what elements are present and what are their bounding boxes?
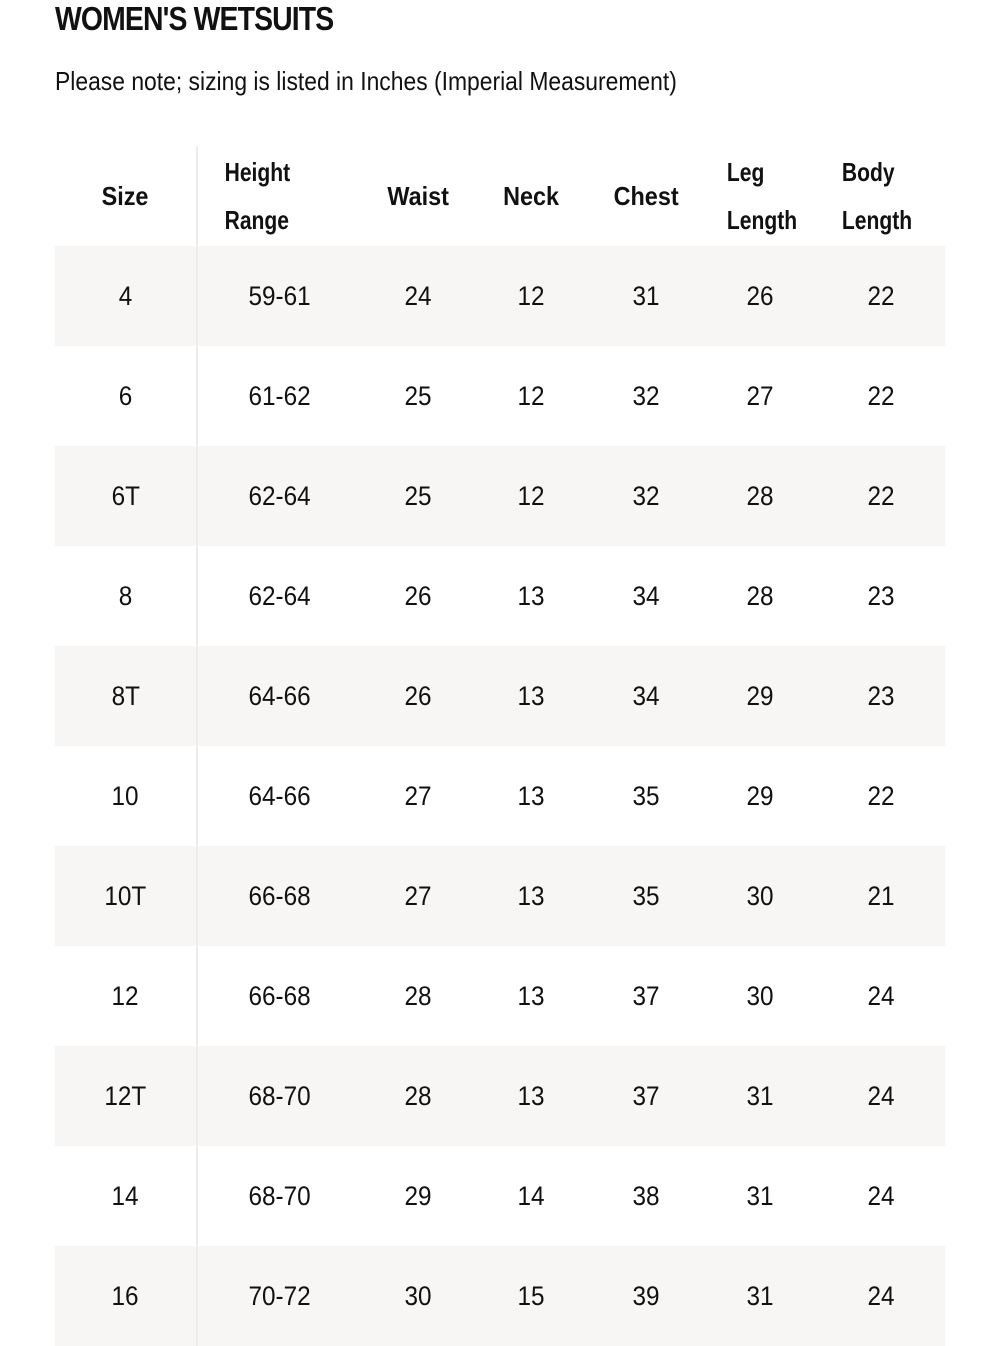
cell-leg-length: 26: [746, 280, 774, 311]
cell-body-length: 22: [867, 480, 896, 511]
cell-chest: 35: [632, 880, 660, 911]
cell-chest: 31: [632, 280, 660, 311]
cell-leg-length: 28: [746, 480, 774, 511]
cell-waist: 24: [404, 280, 432, 311]
size-chart-table: [55, 146, 945, 1346]
header-body-line1: Body: [841, 157, 895, 187]
cell-size: 8: [118, 580, 133, 611]
cell-size: 16: [111, 1280, 140, 1311]
cell-neck: 13: [517, 680, 545, 711]
cell-height-range: 68-70: [248, 1180, 312, 1211]
column-divider: [196, 146, 198, 1346]
cell-height-range: 66-68: [248, 880, 312, 911]
cell-neck: 12: [517, 280, 545, 311]
cell-size: 6: [118, 380, 133, 411]
cell-leg-length: 28: [746, 580, 774, 611]
cell-height-range: 62-64: [248, 480, 312, 511]
table-row: [55, 346, 945, 446]
header-leg-length: [723, 146, 833, 246]
cell-neck: 15: [517, 1280, 545, 1311]
cell-leg-length: 31: [746, 1280, 774, 1311]
cell-leg-length: 30: [746, 880, 774, 911]
table-row: [55, 646, 945, 746]
cell-body-length: 22: [867, 380, 896, 411]
cell-size: 10: [111, 780, 140, 811]
cell-height-range: 62-64: [248, 580, 312, 611]
table-header-row: [55, 146, 945, 246]
cell-leg-length: 31: [746, 1180, 774, 1211]
table-row: [55, 446, 945, 546]
cell-height-range: 59-61: [248, 280, 312, 311]
table-row: [55, 1246, 945, 1346]
header-waist: Waist: [387, 181, 449, 211]
cell-chest: 32: [632, 480, 660, 511]
cell-body-length: 24: [867, 1280, 896, 1311]
sizing-note: Please note; sizing is listed in Inches (Imperial Measurement): [55, 66, 677, 96]
header-neck: Neck: [503, 181, 559, 211]
table-row: [55, 846, 945, 946]
cell-leg-length: 31: [746, 1080, 774, 1111]
cell-neck: 12: [517, 480, 545, 511]
cell-leg-length: 29: [746, 680, 774, 711]
cell-height-range: 64-66: [248, 680, 312, 711]
cell-waist: 30: [404, 1280, 432, 1311]
cell-neck: 13: [517, 780, 545, 811]
header-body-length: [838, 146, 945, 246]
cell-chest: 34: [632, 580, 660, 611]
cell-chest: 35: [632, 780, 660, 811]
header-body-line2: Length: [841, 205, 913, 235]
cell-leg-length: 29: [746, 780, 774, 811]
cell-body-length: 24: [867, 1080, 896, 1111]
cell-neck: 13: [517, 880, 545, 911]
header-leg-line1: Leg: [726, 157, 765, 187]
cell-size: 4: [118, 280, 133, 311]
header-leg-line2: Length: [726, 205, 798, 235]
cell-body-length: 24: [867, 1180, 896, 1211]
table-row: [55, 246, 945, 346]
cell-waist: 25: [404, 480, 432, 511]
cell-waist: 28: [404, 980, 432, 1011]
cell-chest: 39: [632, 1280, 660, 1311]
cell-waist: 27: [404, 880, 432, 911]
cell-waist: 26: [404, 580, 432, 611]
header-chest: Chest: [613, 181, 679, 211]
table-row: [55, 946, 945, 1046]
cell-chest: 38: [632, 1180, 660, 1211]
cell-height-range: 64-66: [248, 780, 312, 811]
cell-neck: 14: [517, 1180, 545, 1211]
cell-size: 6T: [111, 480, 140, 511]
cell-leg-length: 27: [746, 380, 774, 411]
cell-height-range: 61-62: [248, 380, 312, 411]
header-height-range: [221, 146, 371, 246]
cell-chest: 34: [632, 680, 660, 711]
cell-neck: 13: [517, 580, 545, 611]
cell-body-length: 23: [867, 680, 896, 711]
cell-chest: 37: [632, 980, 660, 1011]
cell-body-length: 23: [867, 580, 896, 611]
cell-waist: 29: [404, 1180, 432, 1211]
table-row: [55, 1146, 945, 1246]
cell-size: 14: [111, 1180, 140, 1211]
table-row: [55, 546, 945, 646]
table-row: [55, 746, 945, 846]
header-size: Size: [102, 181, 149, 211]
cell-waist: 28: [404, 1080, 432, 1111]
cell-size: 12: [111, 980, 140, 1011]
table-body: [55, 246, 945, 1346]
cell-neck: 12: [517, 380, 545, 411]
cell-body-length: 21: [867, 880, 896, 911]
cell-body-length: 22: [867, 280, 896, 311]
cell-neck: 13: [517, 980, 545, 1011]
cell-size: 12T: [104, 1080, 147, 1111]
cell-waist: 27: [404, 780, 432, 811]
cell-height-range: 68-70: [248, 1080, 312, 1111]
header-height-line2: Range: [224, 205, 290, 235]
table-row: [55, 1046, 945, 1146]
cell-chest: 32: [632, 380, 660, 411]
cell-size: 8T: [111, 680, 140, 711]
cell-height-range: 70-72: [248, 1280, 312, 1311]
cell-neck: 13: [517, 1080, 545, 1111]
page-title: WOMEN'S WETSUITS: [55, 0, 334, 37]
cell-body-length: 22: [867, 780, 896, 811]
cell-leg-length: 30: [746, 980, 774, 1011]
cell-height-range: 66-68: [248, 980, 312, 1011]
header-height-line1: Height: [224, 157, 291, 187]
cell-waist: 25: [404, 380, 432, 411]
cell-size: 10T: [104, 880, 147, 911]
cell-body-length: 24: [867, 980, 896, 1011]
cell-waist: 26: [404, 680, 432, 711]
cell-chest: 37: [632, 1080, 660, 1111]
